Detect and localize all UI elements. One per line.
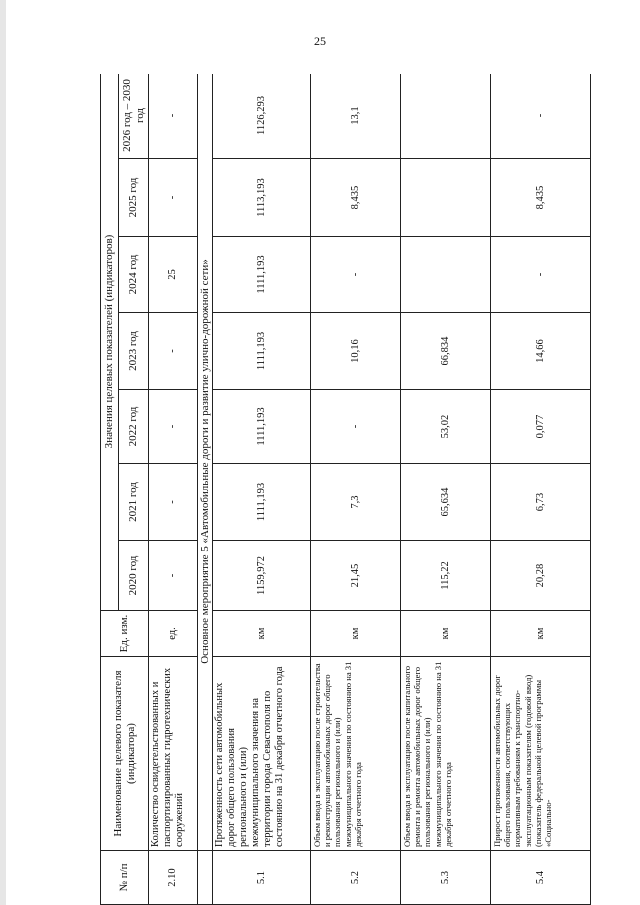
- row-num: 5.4: [491, 851, 591, 905]
- row-value: -: [149, 74, 198, 159]
- row-num: 5.2: [311, 851, 401, 905]
- page-number: 25: [314, 34, 326, 48]
- row-num: 2.10: [149, 851, 198, 905]
- row-value: 10,16: [311, 313, 401, 390]
- year-header: 2024 год: [119, 237, 149, 313]
- row-num: 5.3: [401, 851, 491, 905]
- row-value: 6,73: [491, 464, 591, 541]
- table-row: [311, 74, 401, 905]
- row-value: [401, 74, 491, 159]
- year-header: 2023 год: [119, 313, 149, 390]
- row-value: 1111,193: [213, 390, 311, 464]
- table-row: [491, 74, 591, 905]
- year-header: 2026 год – 2030 год: [119, 74, 149, 159]
- row-unit: км: [401, 611, 491, 657]
- row-value: 8,435: [491, 159, 591, 237]
- row-value: 0,077: [491, 390, 591, 464]
- row-value: -: [491, 74, 591, 159]
- section-title: Основное мероприятие 5 «Автомобильные дороги и развитие улично-дорожной сети»: [198, 74, 213, 851]
- row-value: 1159,972: [213, 541, 311, 611]
- row-value: 7,3: [311, 464, 401, 541]
- section-row: [198, 74, 213, 905]
- row-name: Прирост протяженности автомобильных дорог общего пользования, соответствующих нормативным требованиям к транспортно-эксплуатационным показателям (годовой ввод) (показатель федеральной целевой программы «Социально-: [491, 657, 591, 851]
- row-value: 14,66: [491, 313, 591, 390]
- row-num: 5.1: [213, 851, 311, 905]
- row-value: 21,45: [311, 541, 401, 611]
- col-unit-header: Ед. изм.: [101, 611, 149, 657]
- row-value: -: [149, 464, 198, 541]
- table-row: [401, 74, 491, 905]
- row-value: 8,435: [311, 159, 401, 237]
- year-header: 2021 год: [119, 464, 149, 541]
- row-value: 25: [149, 237, 198, 313]
- row-unit: км: [311, 611, 401, 657]
- row-value: 65,634: [401, 464, 491, 541]
- row-value: 13,1: [311, 74, 401, 159]
- row-value: -: [149, 159, 198, 237]
- row-value: -: [491, 237, 591, 313]
- row-name: Объем ввода в эксплуатацию после строительства и реконструкции автомобильных дорог общего пользования регионального и (или) межмуниципального значения по состоянию на 31 декабря отчетного года: [311, 657, 401, 851]
- col-values-header: Значения целевых показателей (индикаторов): [101, 74, 119, 611]
- year-header: 2025 год: [119, 159, 149, 237]
- year-header: 2022 год: [119, 390, 149, 464]
- row-value: 53,02: [401, 390, 491, 464]
- header-row-1: [101, 74, 119, 905]
- col-name-header: Наименование целевого показателя (индикатора): [101, 657, 149, 851]
- row-value: [401, 159, 491, 237]
- row-name: Протяженность сети автомобильных дорог общего пользования регионального и (или) межмуниципального значения на территории города Севастополя по состоянию на 31 декабря отчетного года: [213, 657, 311, 851]
- scan-edge-shadow: [0, 0, 6, 905]
- row-value: -: [149, 390, 198, 464]
- row-unit: км: [213, 611, 311, 657]
- row-value: -: [149, 541, 198, 611]
- indicator-table: [100, 74, 591, 905]
- row-value: 20,28: [491, 541, 591, 611]
- row-value: -: [311, 390, 401, 464]
- year-header: 2020 год: [119, 541, 149, 611]
- row-unit: км: [491, 611, 591, 657]
- indicator-table-area: [100, 74, 618, 905]
- row-value: 1111,193: [213, 464, 311, 541]
- row-value: 1111,193: [213, 313, 311, 390]
- row-value: 1113,193: [213, 159, 311, 237]
- row-value: -: [149, 313, 198, 390]
- row-name: Объем ввода в эксплуатацию после капитального ремонта и ремонта автомобильных дорог общего пользования регионального и (или) межмуниципального значения по состоянию на 31 декабря отчетного года: [401, 657, 491, 851]
- rotated-table-viewport: [100, 74, 618, 905]
- row-name: Количество освидетельствованных и паспортизированных гидротехнических сооружений: [149, 657, 198, 851]
- table-row: [213, 74, 311, 905]
- row-value: [401, 237, 491, 313]
- row-value: 115,22: [401, 541, 491, 611]
- row-value: 1126,293: [213, 74, 311, 159]
- row-unit: ед.: [149, 611, 198, 657]
- table-row: [149, 74, 198, 905]
- row-value: -: [311, 237, 401, 313]
- col-num-header: № п/п: [101, 851, 149, 905]
- row-value: 66,834: [401, 313, 491, 390]
- row-value: 1111,193: [213, 237, 311, 313]
